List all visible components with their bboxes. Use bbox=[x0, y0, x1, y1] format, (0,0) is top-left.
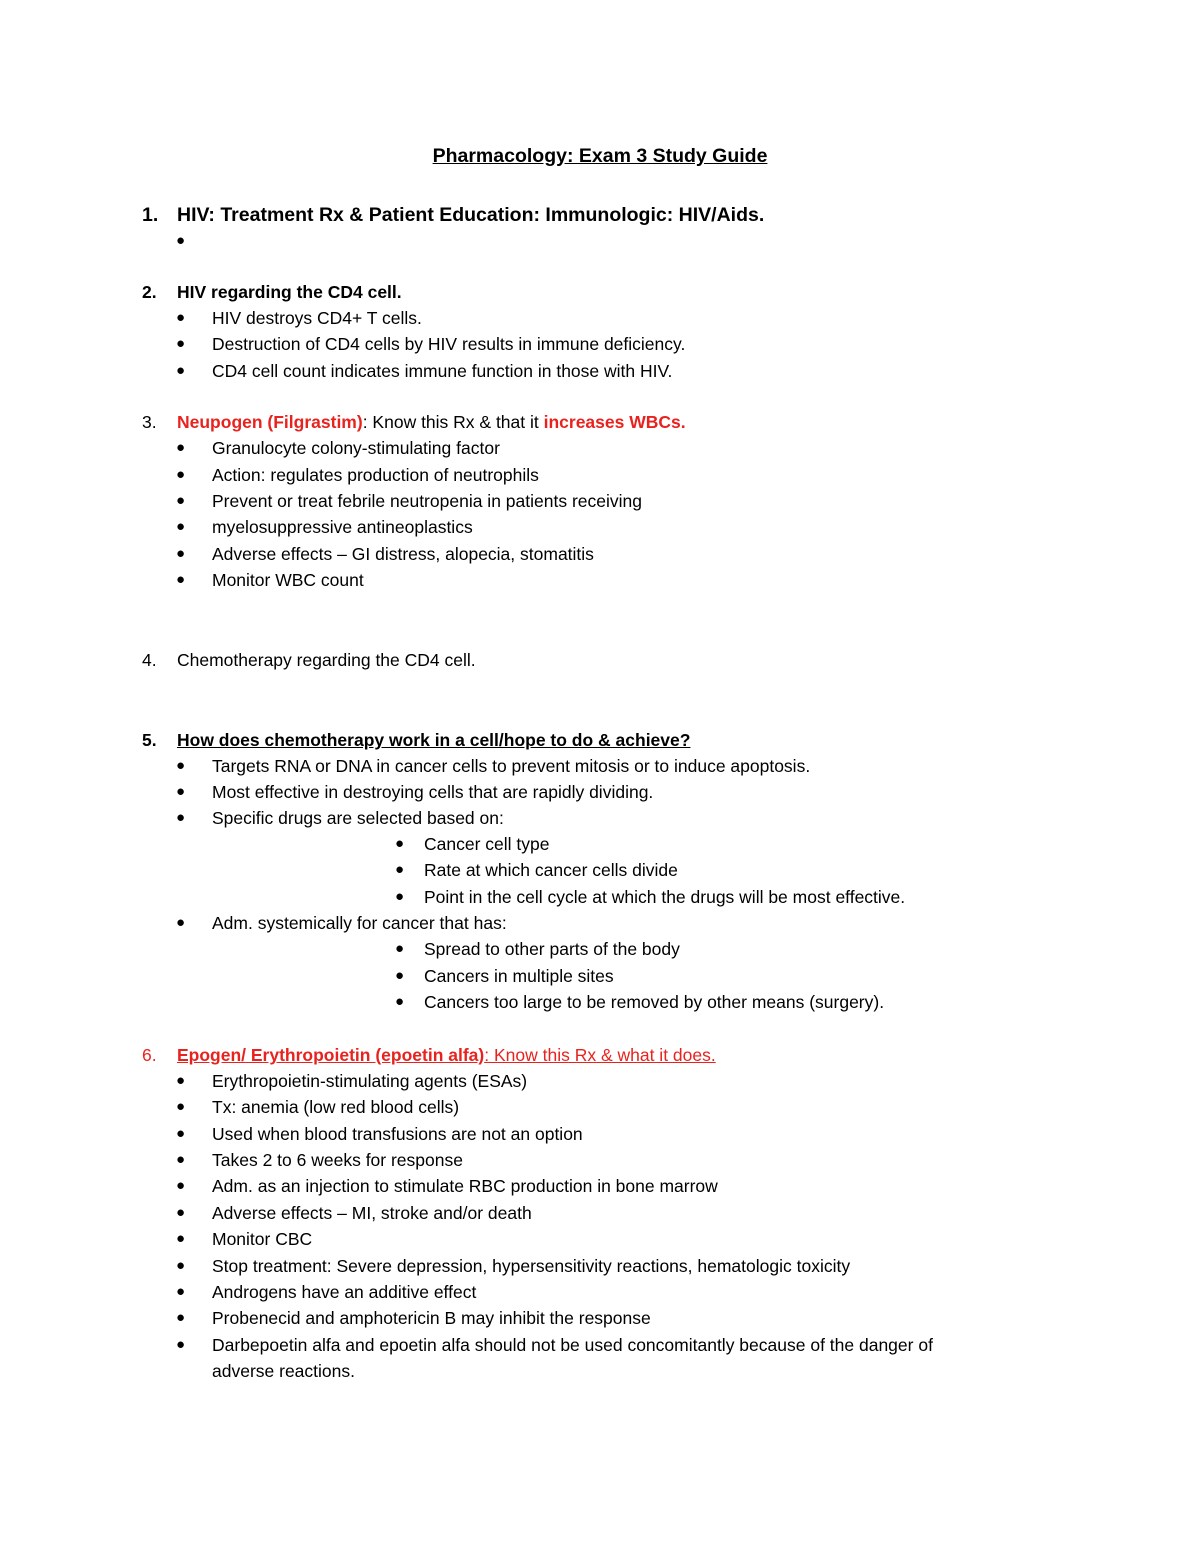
list-item-text: Darbepoetin alfa and epoetin alfa should not be used concomitantly because of the danger of bbox=[212, 1335, 933, 1355]
bullet-icon: ● bbox=[176, 335, 186, 352]
bullet-icon: ● bbox=[176, 1230, 186, 1247]
bullet-icon: ● bbox=[395, 835, 405, 852]
bullet-icon: ● bbox=[176, 571, 186, 588]
section-number: 3. bbox=[142, 412, 157, 432]
list-item-text: Spread to other parts of the body bbox=[424, 939, 680, 959]
list-item-text: Targets RNA or DNA in cancer cells to prevent mitosis or to induce apoptosis. bbox=[212, 756, 811, 776]
list-item-text: Cancer cell type bbox=[424, 834, 550, 854]
heading-emphasis: increases WBCs. bbox=[543, 412, 686, 432]
bullet-icon: ● bbox=[176, 1177, 186, 1194]
bullet-icon: ● bbox=[395, 967, 405, 984]
list-item-text: Adverse effects – GI distress, alopecia, stomatitis bbox=[212, 544, 594, 564]
list-item-text: adverse reactions. bbox=[212, 1361, 355, 1381]
bullet-icon: ● bbox=[176, 783, 186, 800]
list-item-text: Granulocyte colony-stimulating factor bbox=[212, 438, 500, 458]
list-item-text: Cancers too large to be removed by other means (surgery). bbox=[424, 992, 885, 1012]
bullet-icon: ● bbox=[395, 888, 405, 905]
page-title: Pharmacology: Exam 3 Study Guide bbox=[432, 145, 768, 167]
list-item-text: Destruction of CD4 cells by HIV results in immune deficiency. bbox=[212, 334, 686, 354]
list-item-text: CD4 cell count indicates immune function in those with HIV. bbox=[212, 361, 673, 381]
section-number: 1. bbox=[142, 204, 159, 226]
section-heading: HIV: Treatment Rx & Patient Education: Immunologic: HIV/Aids. bbox=[177, 204, 765, 226]
section-number: 2. bbox=[142, 282, 157, 302]
drug-name: Epogen/ Erythropoietin (epoetin alfa) bbox=[177, 1045, 485, 1065]
bullet-icon: ● bbox=[176, 1309, 186, 1326]
bullet-icon: ● bbox=[176, 1336, 186, 1353]
section-heading bbox=[177, 1043, 716, 1067]
list-item-text: Stop treatment: Severe depression, hypersensitivity reactions, hematologic toxicity bbox=[212, 1256, 851, 1276]
list-item-text: Most effective in destroying cells that are rapidly dividing. bbox=[212, 782, 654, 802]
drug-name: Neupogen (Filgrastim) bbox=[177, 412, 363, 432]
bullet-icon: ● bbox=[176, 466, 186, 483]
bullet-icon: ● bbox=[176, 492, 186, 509]
list-item-text: Adverse effects – MI, stroke and/or death bbox=[212, 1203, 532, 1223]
bullet-icon: ● bbox=[176, 1151, 186, 1168]
list-item-text: Specific drugs are selected based on: bbox=[212, 808, 504, 828]
section-number: 4. bbox=[142, 650, 157, 670]
list-item-text: Rate at which cancer cells divide bbox=[424, 860, 678, 880]
bullet-icon: ● bbox=[395, 993, 405, 1010]
list-item-text: Takes 2 to 6 weeks for response bbox=[212, 1150, 463, 1170]
heading-text: : Know this Rx & that it bbox=[362, 412, 544, 432]
section-number: 6. bbox=[142, 1045, 157, 1065]
bullet-icon: ● bbox=[176, 545, 186, 562]
list-item-text: Action: regulates production of neutrophils bbox=[212, 465, 539, 485]
bullet-icon: ● bbox=[176, 1098, 186, 1115]
bullet-icon: ● bbox=[176, 914, 186, 931]
list-item-text: Erythropoietin-stimulating agents (ESAs) bbox=[212, 1071, 528, 1091]
section-heading: How does chemotherapy work in a cell/hope to do & achieve? bbox=[177, 730, 691, 750]
list-item-text: Monitor WBC count bbox=[212, 570, 364, 590]
section-heading bbox=[177, 410, 686, 434]
bullet-icon: ● bbox=[176, 1204, 186, 1221]
list-item-text: HIV destroys CD4+ T cells. bbox=[212, 308, 422, 328]
list-item-text: Adm. as an injection to stimulate RBC production in bone marrow bbox=[212, 1176, 718, 1196]
section-heading: HIV regarding the CD4 cell. bbox=[177, 282, 402, 302]
heading-text: : Know this Rx & what it does. bbox=[484, 1045, 716, 1065]
list-item-text: Androgens have an additive effect bbox=[212, 1282, 477, 1302]
list-item-text: myelosuppressive antineoplastics bbox=[212, 517, 473, 537]
bullet-icon: ● bbox=[176, 757, 186, 774]
bullet-icon: ● bbox=[176, 439, 186, 456]
bullet-icon: ● bbox=[176, 518, 186, 535]
bullet-icon: ● bbox=[176, 1125, 186, 1142]
list-item-text: Prevent or treat febrile neutropenia in patients receiving bbox=[212, 491, 642, 511]
bullet-icon: ● bbox=[395, 940, 405, 957]
list-item-text: Probenecid and amphotericin B may inhibit the response bbox=[212, 1308, 651, 1328]
list-item-text: Monitor CBC bbox=[212, 1229, 313, 1249]
bullet-icon: ● bbox=[176, 1257, 186, 1274]
list-item-text: Cancers in multiple sites bbox=[424, 966, 614, 986]
list-item-text: Point in the cell cycle at which the drugs will be most effective. bbox=[424, 887, 906, 907]
bullet-icon: ● bbox=[176, 809, 186, 826]
section-heading: Chemotherapy regarding the CD4 cell. bbox=[177, 650, 476, 670]
section-number: 5. bbox=[142, 730, 157, 750]
bullet-icon: ● bbox=[176, 232, 186, 249]
bullet-icon: ● bbox=[176, 1283, 186, 1300]
list-item-text: Adm. systemically for cancer that has: bbox=[212, 913, 507, 933]
list-item-text: Used when blood transfusions are not an option bbox=[212, 1124, 583, 1144]
bullet-icon: ● bbox=[176, 362, 186, 379]
bullet-icon: ● bbox=[176, 309, 186, 326]
bullet-icon: ● bbox=[176, 1072, 186, 1089]
bullet-icon: ● bbox=[395, 861, 405, 878]
list-item-text: Tx: anemia (low red blood cells) bbox=[212, 1097, 460, 1117]
